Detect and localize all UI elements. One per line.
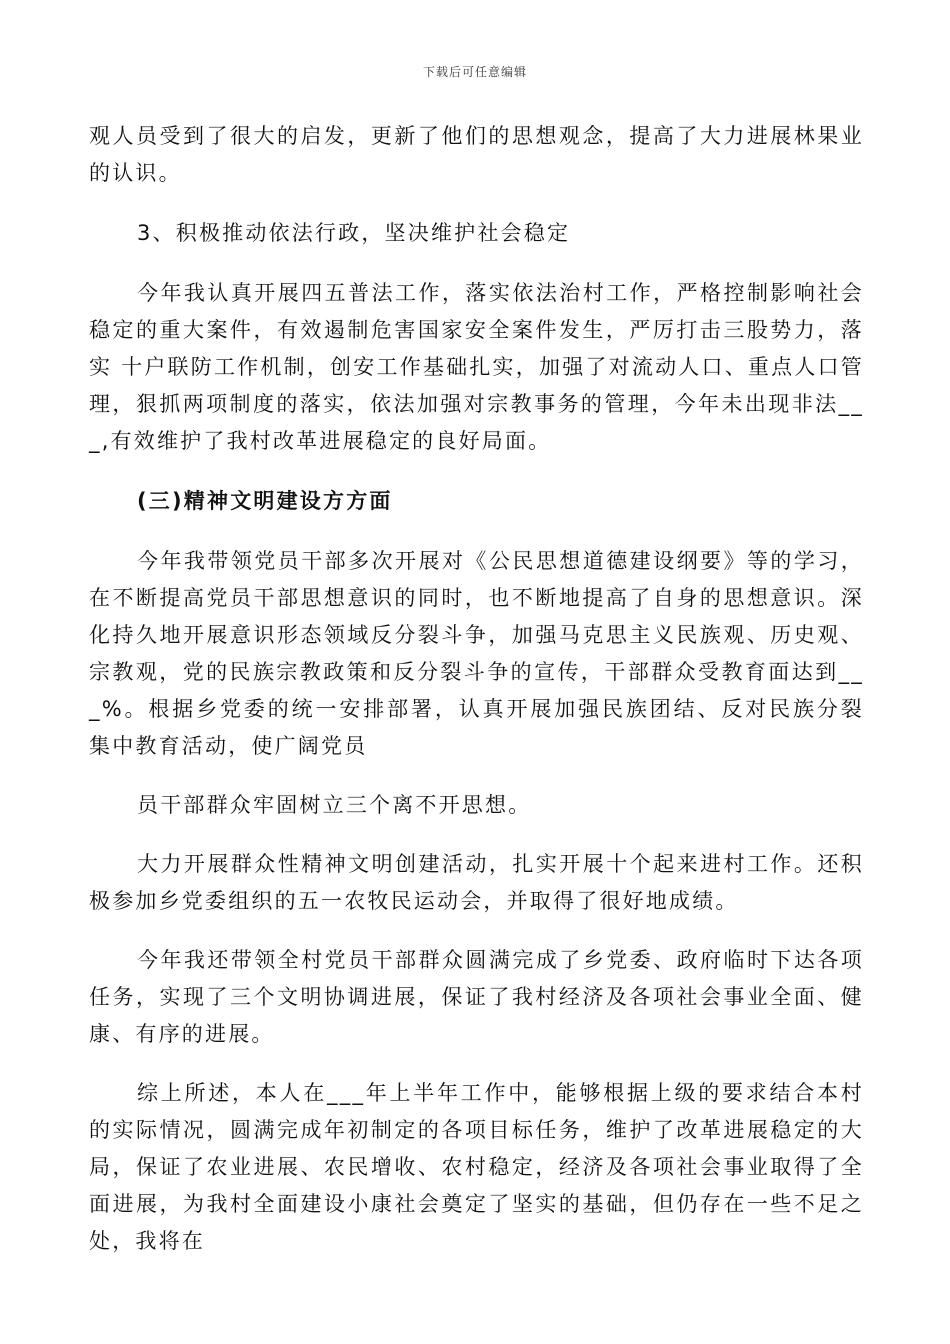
paragraph-civilization: 大力开展群众性精神文明创建活动，扎实开展十个起来进村工作。还积极参加乡党委组织的五一农牧民运动会，并取得了很好地成绩。 xyxy=(89,852,864,913)
page-header-note: 下载后可任意编辑 xyxy=(422,65,527,79)
section-heading: (三)精神文明建设方方面 xyxy=(137,489,393,513)
paragraph-study: 今年我带领党员干部多次开展对《公民思想道德建设纲要》等的学习，在不断提高党员干部思想意识的同时，也不断地提高了自身的思想意识。深化持久地开展意识形态领域反分裂斗争，加强马克思主义民族观、历史观、宗教观，党的民族宗教政策和反分裂斗争的宣传，干部群众受教育面达到___%。根据乡党委的统一安排部署，认真开展加强民族团结、反对民族分裂集中教育活动，使广阔党员 xyxy=(89,549,864,758)
section-subheading: 3、积极推动依法行政，坚决维护社会稳定 xyxy=(137,221,571,245)
document-body xyxy=(89,118,864,1260)
paragraph-tasks: 今年我还带领全村党员干部群众圆满完成了乡党委、政府临时下达各项任务，实现了三个文明协调进展，保证了我村经济及各项社会事业全面、健康、有序的进展。 xyxy=(89,948,864,1046)
paragraph-three-inseparables: 员干部群众牢固树立三个离不开思想。 xyxy=(137,793,532,817)
paragraph-summary: 综上所述，本人在___年上半年工作中，能够根据上级的要求结合本村的实际情况，圆满完成年初制定的各项目标任务，维护了改革进展稳定的大局，保证了农业进展、农民增收、农村稳定，经济及各项社会事业取得了全面进展，为我村全面建设小康社会奠定了坚实的基础，但仍存在一些不足之处，我将在 xyxy=(89,1081,864,1253)
paragraph-law: 今年我认真开展四五普法工作，落实依法治村工作，严格控制影响社会稳定的重大案件，有效遏制危害国家安全案件发生，严厉打击三股势力，落实 十户联防工作机制，创安工作基础扎实，加强了对流动人口、重点人口管理，狠抓两项制度的落实，依法加强对宗教事务的管理，今年未出现非法___,有效维护了我村改革进展稳定的良好局面。 xyxy=(89,281,864,453)
paragraph-continuation: 观人员受到了很大的启发，更新了他们的思想观念，提高了大力进展林果业的认识。 xyxy=(89,124,864,185)
